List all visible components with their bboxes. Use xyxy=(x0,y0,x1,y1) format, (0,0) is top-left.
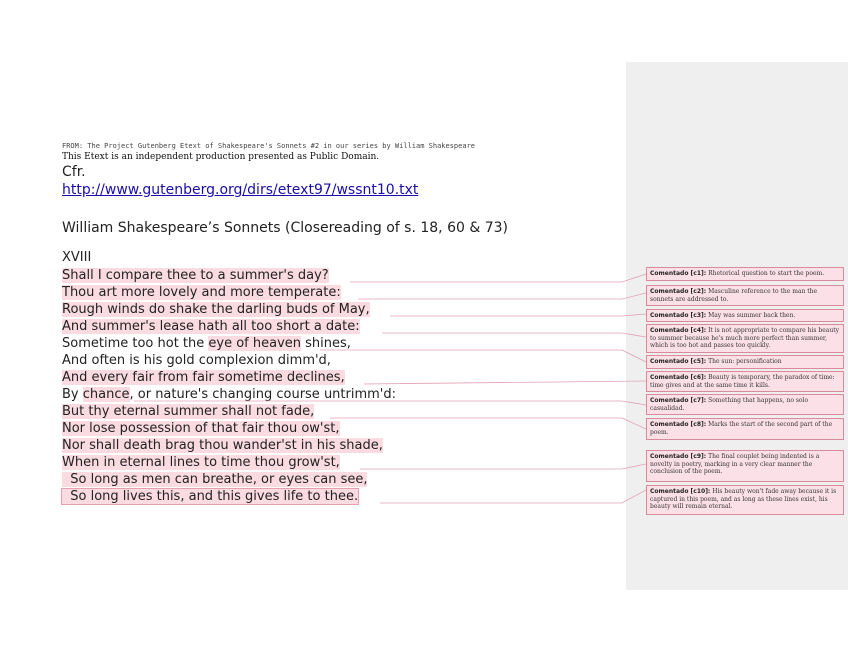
connector-c5 xyxy=(320,350,646,362)
comment-c10[interactable]: Comentado [c10]: His beauty won't fade away because it is captured in this poem, and as long as these lines exist, his beauty will remain eternal. xyxy=(646,485,844,515)
commented-text[interactable]: art more lovely and more temperate: xyxy=(98,285,341,300)
connector-c6 xyxy=(364,381,646,384)
poem-line: Thou art more lovely and more temperate: xyxy=(62,285,341,300)
comment-c1[interactable]: Comentado [c1]: Rhetorical question to start the poem. xyxy=(646,267,844,281)
commented-text[interactable]: But thy eternal summer shall not fade, xyxy=(62,404,315,419)
commented-text[interactable]: chance xyxy=(82,387,130,402)
connector-c7 xyxy=(134,401,646,405)
comment-c5[interactable]: Comentado [c5]: The sun: personification xyxy=(646,355,844,369)
source-line: FROM: The Project Gutenberg Etext of Shakespeare's Sonnets #2 in our series by William Shakespeare xyxy=(62,142,476,150)
poem-line: Sometime too hot the eye of heaven shines, xyxy=(62,336,351,351)
commented-text[interactable]: Nor shall death brag thou wander'st in his shade, xyxy=(62,438,383,453)
connector-c10 xyxy=(380,490,646,503)
comment-c2[interactable]: Comentado [c2]: Masculine reference to the man the sonnets are addressed to. xyxy=(646,285,844,306)
commented-text[interactable]: Nor lose possession of that fair thou ow'st, xyxy=(62,421,340,436)
comment-c3[interactable]: Comentado [c3]: May was summer back then. xyxy=(646,309,844,322)
connector-c2 xyxy=(358,293,646,299)
connector-c3 xyxy=(390,314,646,316)
connector-c1 xyxy=(350,274,646,282)
document-title: William Shakespeare’s Sonnets (Closereading of s. 18, 60 & 73) xyxy=(62,220,508,236)
commented-text[interactable]: And every fair from fair sometime declines, xyxy=(62,370,345,385)
comment-c9[interactable]: Comentado [c9]: The final couplet being indented is a novelty in poetry, marking in a very clear manner the conclusion of the poem. xyxy=(646,450,844,482)
poem-line: And often is his gold complexion dimm'd, xyxy=(62,353,331,368)
commented-text[interactable]: When in eternal lines to time thou grow'st, xyxy=(62,455,340,470)
public-domain-line: This Etext is an independent production presented as Public Domain. xyxy=(62,152,380,162)
commented-text[interactable]: Rough winds do shake the darling buds of May, xyxy=(62,302,370,317)
gutenberg-link[interactable]: http://www.gutenberg.org/dirs/etext97/wssnt10.txt xyxy=(62,182,419,198)
comment-c7[interactable]: Comentado [c7]: Something that happens, no solo casualidad. xyxy=(646,394,844,415)
commented-text[interactable]: And summer's lease hath all too short a date: xyxy=(62,319,360,334)
comment-c4[interactable]: Comentado [c4]: It is not appropriate to compare his beauty to summer because he's much more perfect than summer, which is too hot and passes too quickly. xyxy=(646,324,844,353)
sonnet-number: XVIII xyxy=(62,250,92,265)
commented-text[interactable]: Shall I compare thee to a summer's day? xyxy=(62,268,329,283)
comment-c6[interactable]: Comentado [c6]: Beauty is temporary, the paradox of time: time gives and at the same time it kills. xyxy=(646,371,844,392)
connector-c9 xyxy=(360,464,646,469)
commented-text[interactable]: So long lives this, and this gives life to thee. xyxy=(62,489,359,504)
connector-c8 xyxy=(330,418,646,429)
comment-c8[interactable]: Comentado [c8]: Marks the start of the second part of the poem. xyxy=(646,418,844,440)
cfr-label: Cfr. xyxy=(62,164,86,180)
commented-text[interactable]: So long as men can breathe, or eyes can see, xyxy=(62,472,368,487)
connector-c4 xyxy=(382,333,646,337)
commented-text[interactable]: eye of heaven xyxy=(208,336,302,351)
poem-line: By chance, or nature's changing course untrimm'd: xyxy=(62,387,397,402)
